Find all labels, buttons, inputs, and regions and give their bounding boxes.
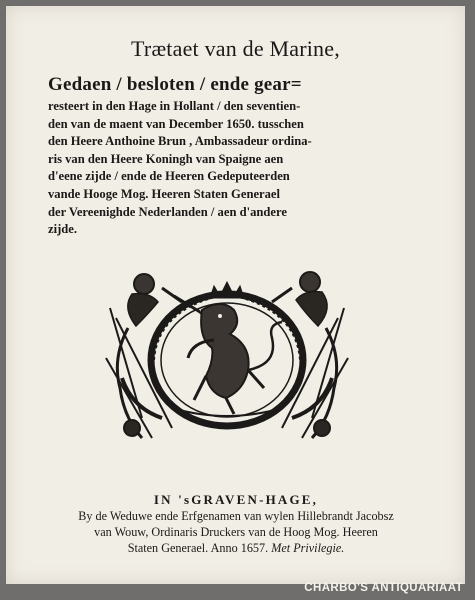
body-line: den van de maent van December 1650. tusschen: [48, 116, 304, 131]
imprint-printer-line: van Wouw, Ordinaris Druckers van de Hoog Mog. Heeren: [94, 525, 378, 539]
document-body: [48, 74, 408, 239]
body-line: zijde.: [48, 222, 78, 237]
body-line: resteert in den Hage in Hollant / den seventien-: [48, 99, 301, 113]
crown: [210, 282, 244, 298]
document-page: [6, 6, 465, 584]
left-bearer-head: [134, 274, 154, 294]
body-line: vande Hooge Mog. Heeren Staten Generael: [48, 186, 281, 201]
imprint-place: IN 'sGRAVEN-HAGE,: [153, 492, 319, 507]
dealer-watermark: CHARBO'S ANTIQUARIAAT: [304, 582, 463, 594]
body-line: d'eene zijde / ende de Heeren Gedeputeerden: [48, 169, 290, 184]
imprint-printer-line: By de Weduwe ende Erfgenamen van wylen Hillebrandt Jacobsz: [78, 509, 394, 523]
imprint: [36, 492, 436, 556]
body-line: den Heere Anthoine Brun , Ambassadeur ordina-: [48, 134, 312, 149]
right-bearer-body: [296, 292, 327, 326]
privilege-note: Met Privilegie.: [271, 541, 345, 555]
body-line: ris van den Heere Koningh van Spaigne aen: [48, 151, 284, 166]
left-bearer-body: [128, 294, 158, 326]
body-line: der Vereenighde Nederlanden / aen d'andere: [48, 204, 287, 219]
imprint-date-line: [36, 540, 436, 556]
document-title: Trætaet van de Marine,: [131, 36, 340, 61]
lion-woodcut-emblem: [102, 268, 352, 448]
imprint-year: Staten Generael. Anno 1657.: [127, 541, 269, 555]
body-line: Gedaen / besloten / ende gear=: [48, 74, 302, 95]
right-bearer-head: [300, 272, 320, 292]
